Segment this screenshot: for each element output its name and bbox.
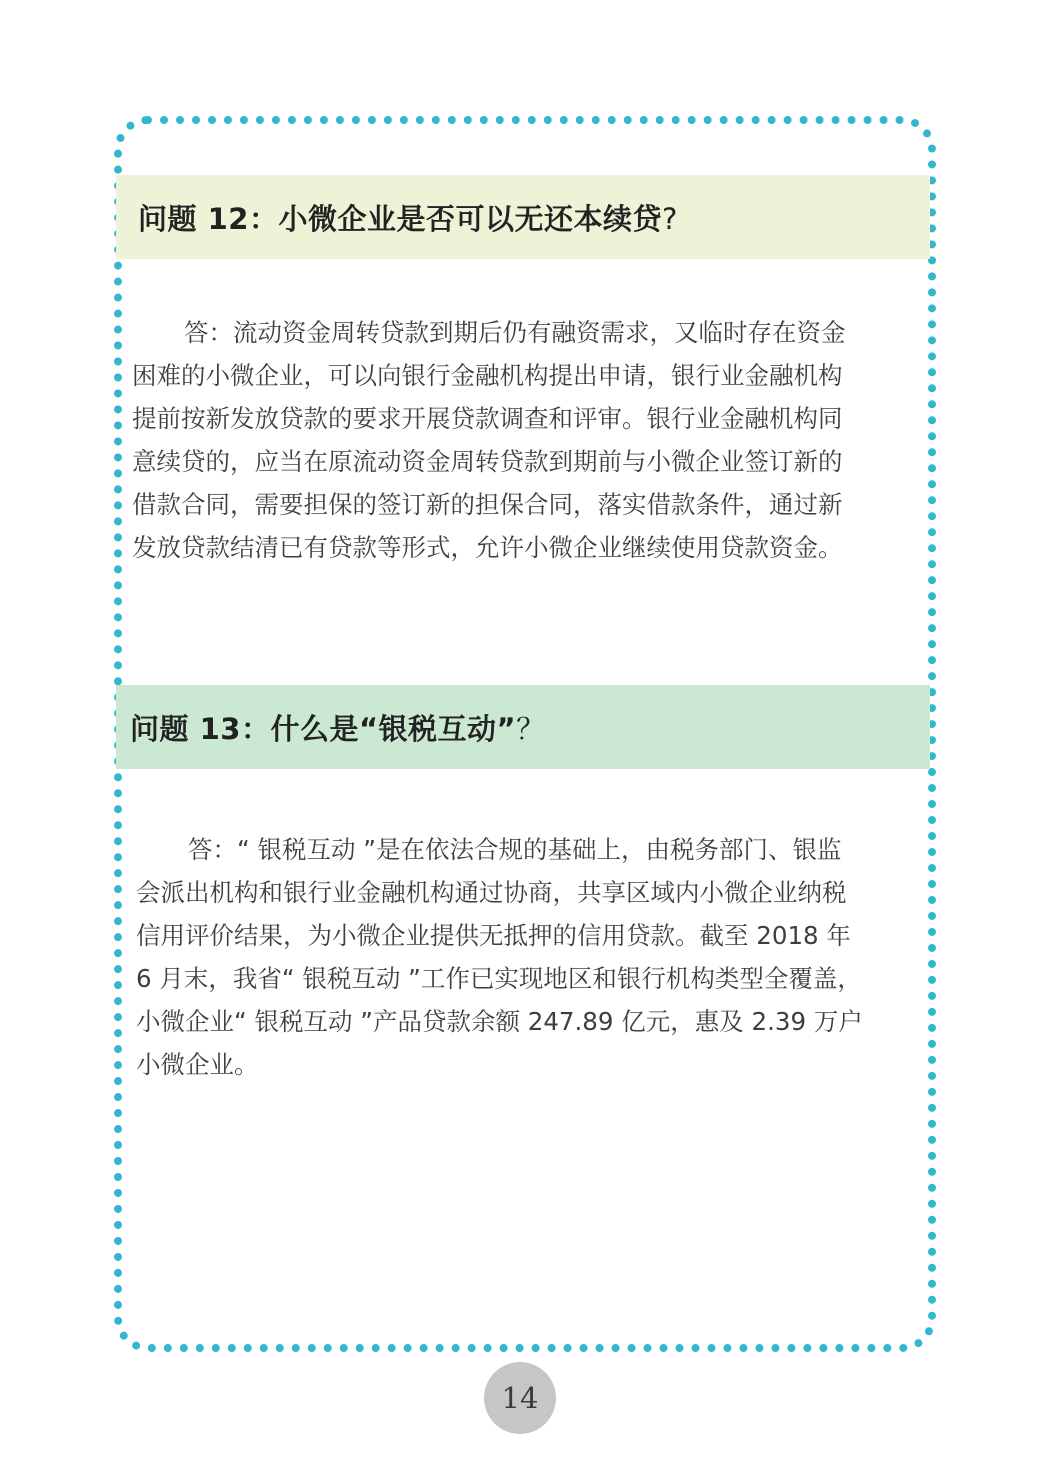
answer-12-line: 困难的小微企业，可以向银行金融机构提出申请，银行业金融机构 bbox=[132, 361, 843, 390]
answer-13-line: 会派出机构和银行业金融机构通过协商，共享区域内小微企业纳税 bbox=[136, 878, 847, 907]
answer-13-line: 信用评价结果，为小微企业提供无抵押的信用贷款。截至 2018 年 bbox=[136, 921, 851, 950]
answer-12 bbox=[132, 311, 918, 569]
question-13-banner bbox=[116, 685, 930, 769]
answer-12-line: 提前按新发放贷款的要求开展贷款调查和评审。银行业金融机构同 bbox=[132, 404, 843, 433]
answer-12-line: 答：流动资金周转贷款到期后仍有融资需求，又临时存在资金 bbox=[184, 318, 846, 347]
answer-12-line: 借款合同，需要担保的签订新的担保合同，落实借款条件，通过新 bbox=[132, 490, 843, 519]
page-number: 14 bbox=[501, 1381, 539, 1415]
answer-13-line: 小微企业“ 银税互动 ”产品贷款余额 247.89 亿元，惠及 2.39 万户 bbox=[136, 1007, 863, 1036]
answer-13 bbox=[136, 828, 916, 1086]
answer-13-line: 答：“ 银税互动 ”是在依法合规的基础上，由税务部门、银监 bbox=[188, 835, 842, 864]
question-13-title: 问题 13：什么是“银税互动”？ bbox=[130, 711, 546, 746]
answer-13-line: 小微企业。 bbox=[136, 1050, 259, 1079]
page-number-badge bbox=[484, 1362, 556, 1434]
question-12-title: 问题 12：小微企业是否可以无还本续贷? bbox=[138, 201, 678, 236]
answer-13-line: 6 月末，我省“ 银税互动 ”工作已实现地区和银行机构类型全覆盖， bbox=[136, 964, 862, 993]
question-12-banner bbox=[116, 175, 930, 259]
answer-12-line: 意续贷的，应当在原流动资金周转贷款到期前与小微企业签订新的 bbox=[132, 447, 843, 476]
answer-12-line: 发放贷款结清已有贷款等形式，允许小微企业继续使用贷款资金。 bbox=[132, 533, 843, 562]
